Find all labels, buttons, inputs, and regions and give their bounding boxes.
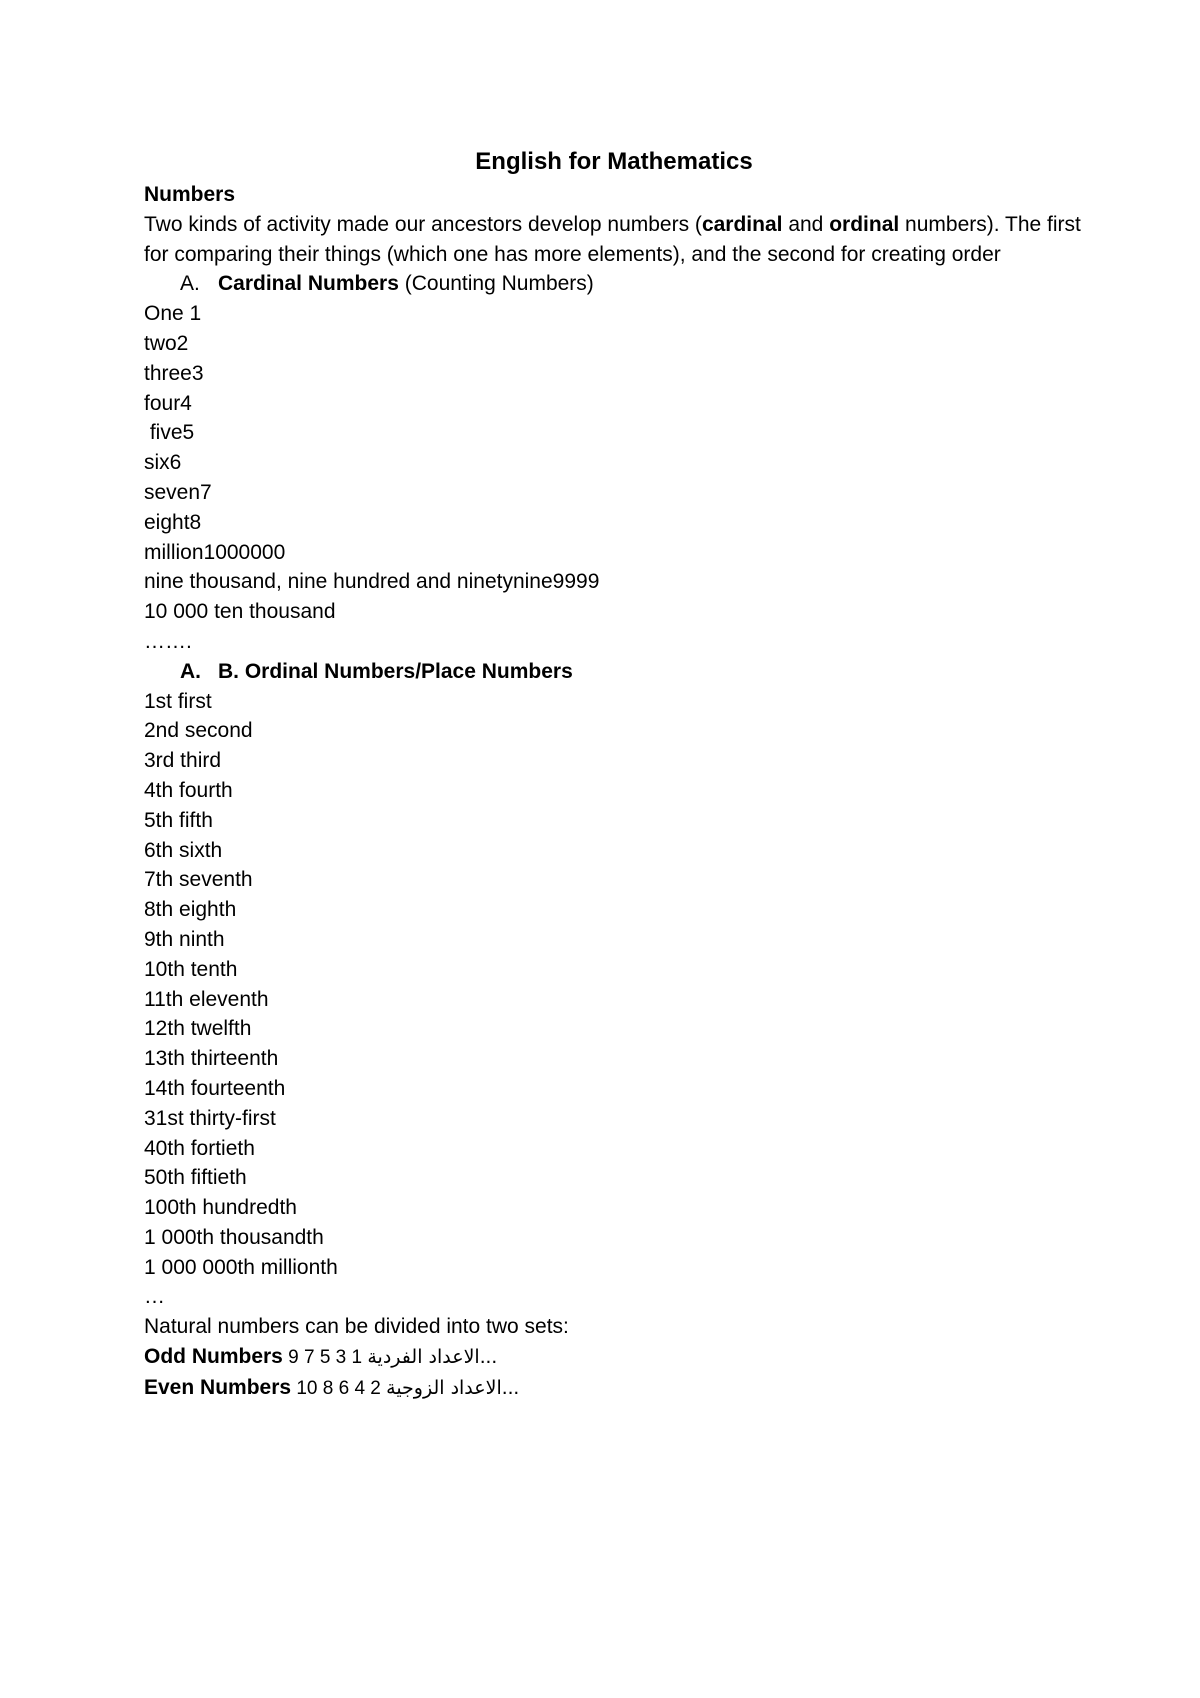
ordinal-item: 12th twelfth: [144, 1017, 252, 1041]
section-b-marker: A.: [180, 659, 201, 683]
intro-and: and: [782, 212, 830, 236]
document-body: [144, 144, 1084, 1404]
cardinal-item: …….: [144, 629, 192, 653]
odd-numbers-arabic: الاعداد الفردية: [367, 1346, 480, 1369]
ordinal-item: 100th hundredth: [144, 1196, 297, 1220]
intro-cardinal: cardinal: [701, 212, 783, 236]
odd-numbers-line: [144, 1342, 1084, 1373]
cardinal-item: 10 000 ten thousand: [144, 600, 336, 624]
ordinal-item: 8th eighth: [144, 898, 237, 922]
intro-ordinal: ordinal: [829, 212, 900, 236]
cardinal-item: nine thousand, nine hundred and ninetynine9999: [144, 570, 600, 594]
odd-numbers-values: 9 7 5 3 1: [282, 1347, 368, 1369]
section-b-heading: [144, 657, 1084, 687]
ordinal-item: 40th fortieth: [144, 1136, 255, 1160]
ordinal-item: 1st first: [144, 689, 212, 713]
numbers-heading: Numbers: [144, 183, 236, 206]
cardinal-item: One 1: [144, 302, 202, 326]
ordinal-item: 6th sixth: [144, 838, 223, 862]
ordinal-item: 13th thirteenth: [144, 1047, 279, 1071]
cardinal-item: eight8: [144, 510, 202, 534]
cardinal-item: six6: [144, 451, 182, 475]
intro-text-2: numbers). The first for comparing their things (which one has more elements), and the second for creating order: [144, 212, 1081, 266]
cardinal-item: seven7: [144, 480, 212, 504]
ordinal-item: 5th fifth: [144, 808, 213, 832]
ordinal-item: 14th fourteenth: [144, 1076, 286, 1100]
ordinal-item: 1 000th thousandth: [144, 1225, 324, 1249]
section-a-marker: A.: [180, 272, 200, 296]
cardinal-item: four4: [144, 391, 192, 415]
section-a-title-bold: Cardinal Numbers: [218, 272, 399, 296]
cardinal-item: three3: [144, 361, 204, 385]
cardinal-list: [144, 299, 1084, 657]
ordinal-item: 4th fourth: [144, 778, 233, 802]
ordinal-item: 9th ninth: [144, 927, 225, 951]
even-numbers-tail: ...: [501, 1375, 520, 1399]
section-b-title: B. Ordinal Numbers/Place Numbers: [218, 659, 573, 683]
ordinal-item: 10th tenth: [144, 957, 238, 981]
ordinal-item: 3rd third: [144, 749, 222, 773]
section-a-title-rest: (Counting Numbers): [398, 272, 594, 296]
document-title: English for Mathematics: [475, 148, 753, 175]
section-a-heading: [144, 269, 1084, 299]
even-numbers-arabic: الاعداد الزوجية: [386, 1376, 502, 1399]
natural-numbers-intro: Natural numbers can be divided into two sets:: [144, 1315, 569, 1339]
ordinal-list: [144, 687, 1084, 1313]
intro-text-1: Two kinds of activity made our ancestors develop numbers (: [144, 212, 702, 236]
ordinal-item: 1 000 000th millionth: [144, 1255, 338, 1279]
ordinal-item: 50th fiftieth: [144, 1166, 247, 1190]
ordinal-item: 11th eleventh: [144, 987, 269, 1011]
ordinal-item: 7th seventh: [144, 868, 253, 892]
cardinal-item: million1000000: [144, 540, 286, 564]
ordinal-item: …: [144, 1285, 165, 1309]
odd-numbers-label: Odd Numbers: [144, 1345, 283, 1369]
cardinal-item: two2: [144, 331, 189, 355]
ordinal-item: 2nd second: [144, 719, 253, 743]
odd-numbers-tail: ...: [479, 1345, 498, 1369]
intro-paragraph: [144, 210, 1084, 270]
ordinal-item: 31st thirty-first: [144, 1106, 276, 1130]
even-numbers-label: Even Numbers: [144, 1375, 292, 1399]
cardinal-item: five5: [144, 421, 195, 445]
even-numbers-values: 10 8 6 4 2: [291, 1377, 387, 1399]
even-numbers-line: [144, 1373, 1084, 1404]
